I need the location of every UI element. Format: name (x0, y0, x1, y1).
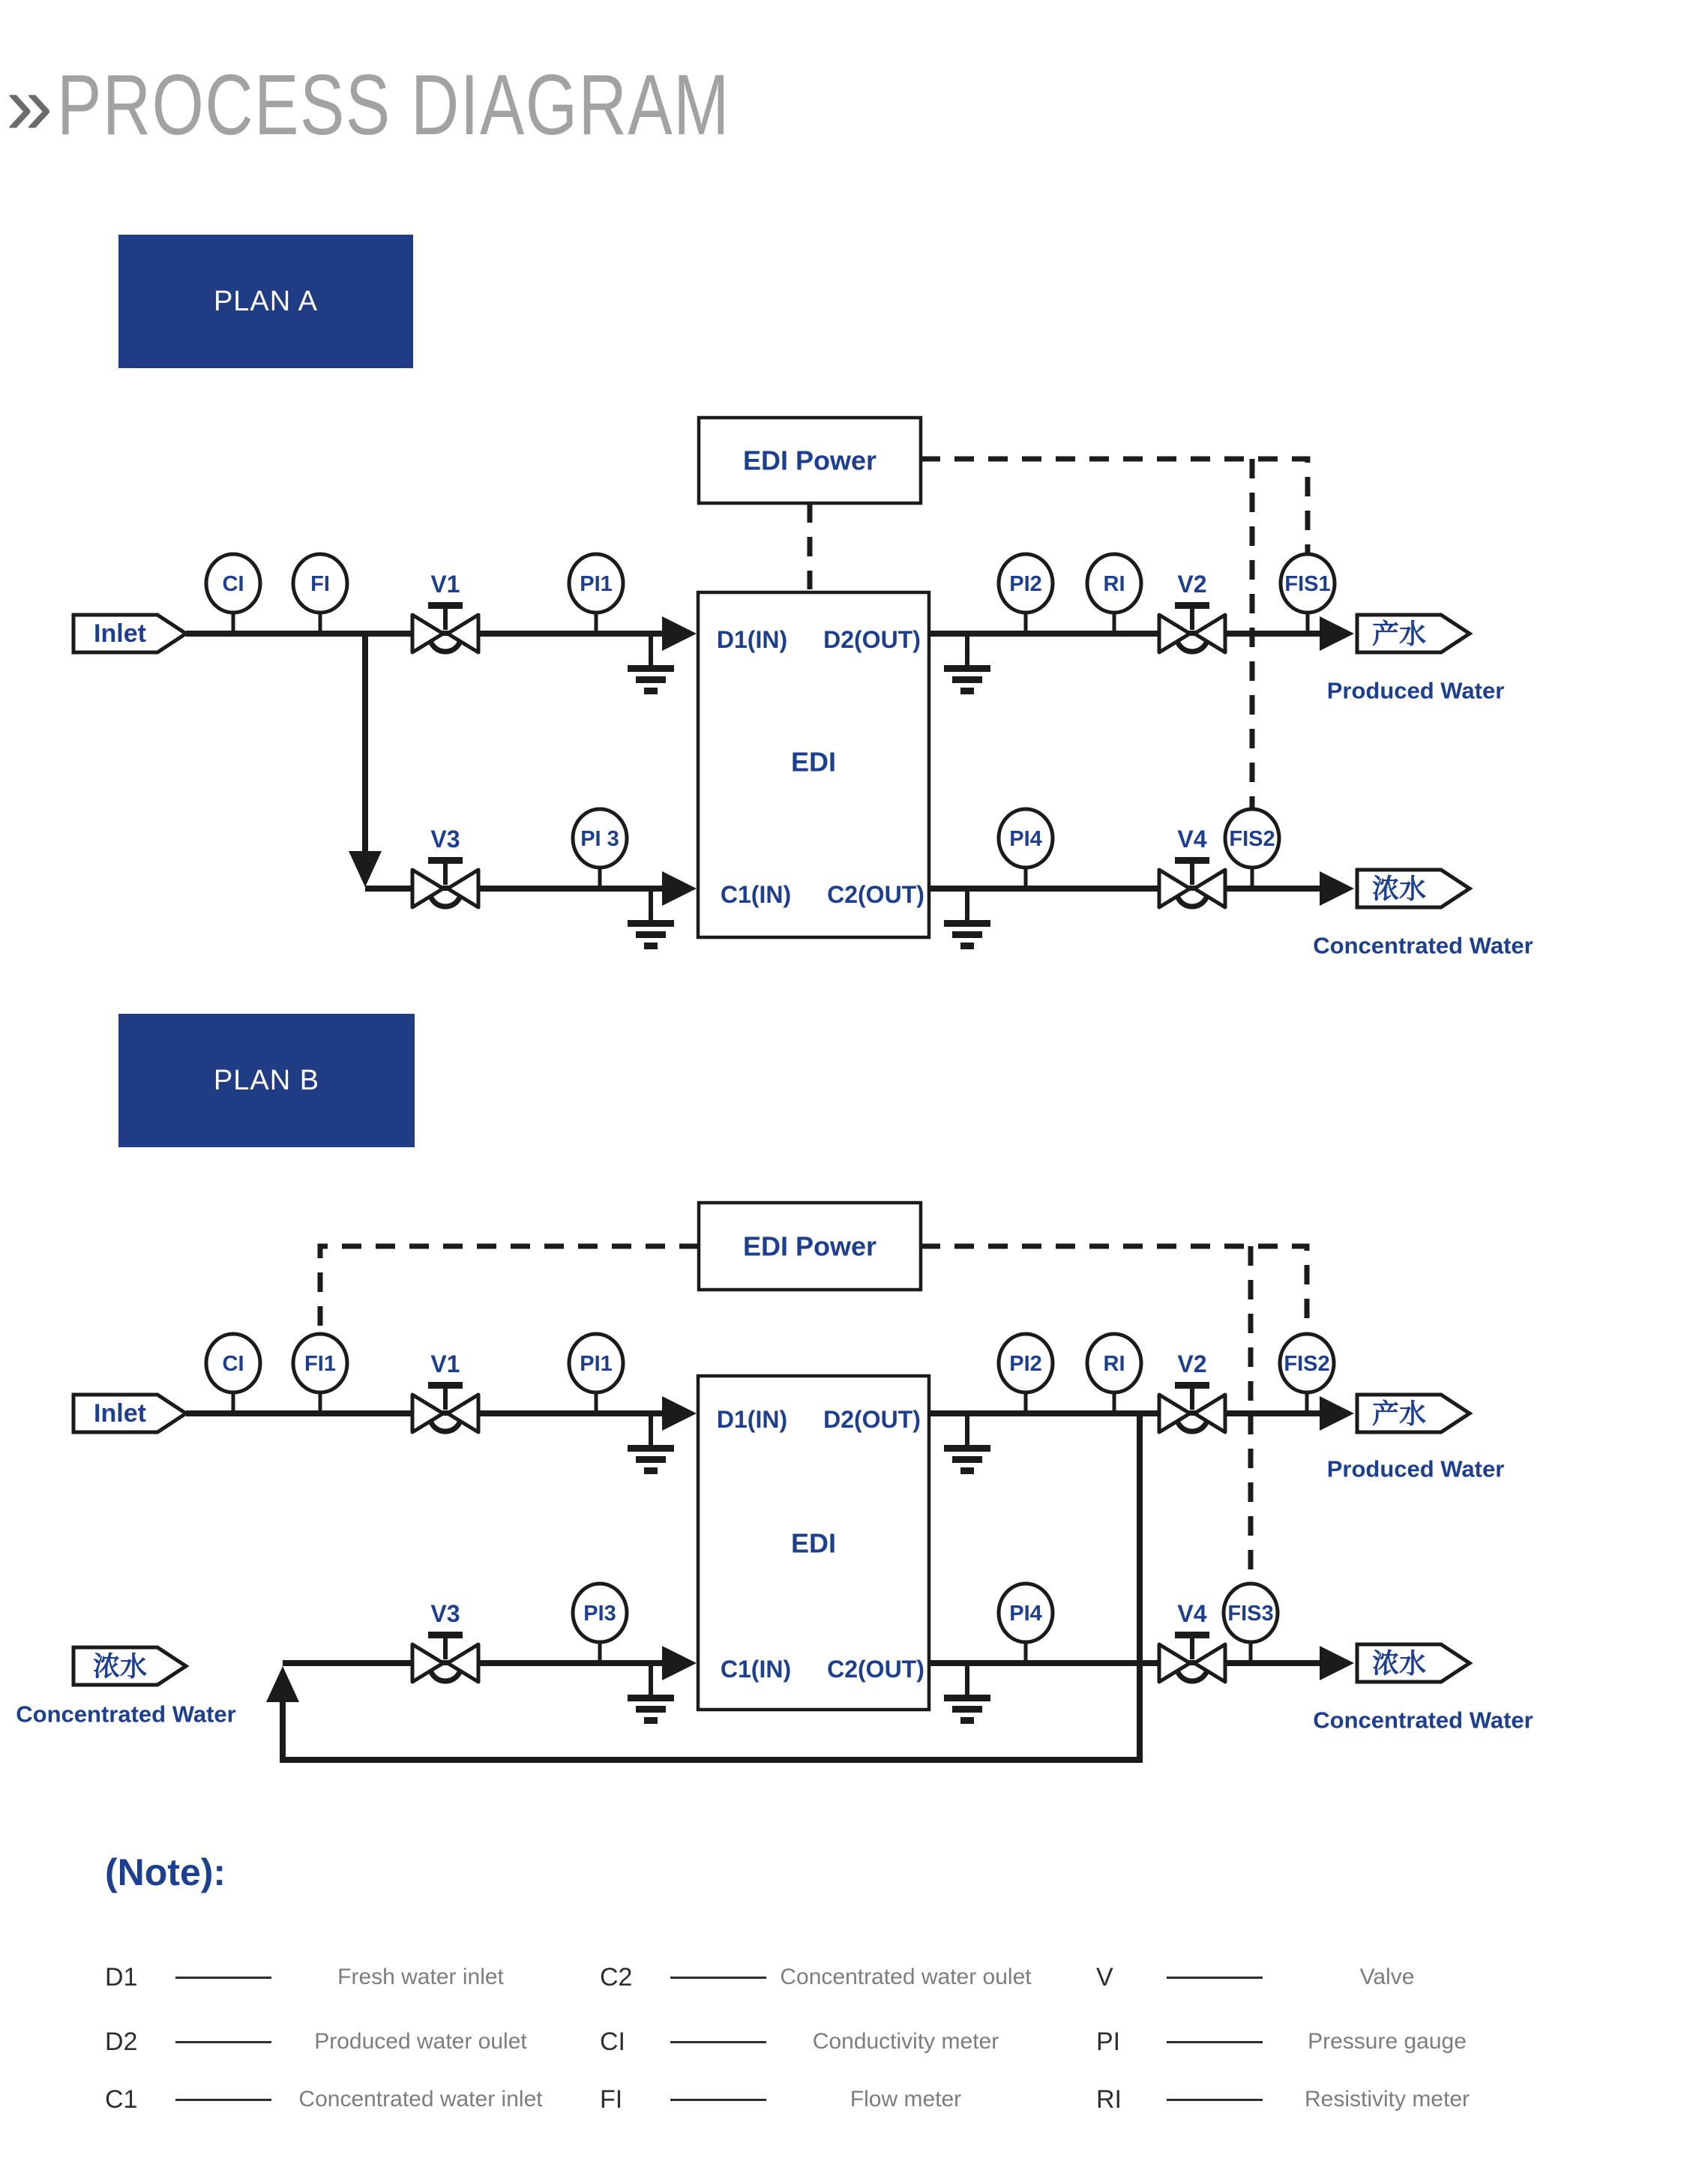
flow-arrow-icon (662, 616, 697, 651)
valve-symbol-v1 (412, 1382, 478, 1432)
legend-desc: Produced water oulet (314, 2029, 527, 2054)
legend-desc: Pressure gauge (1308, 2029, 1467, 2054)
legend-item-pi (1096, 2024, 1501, 2060)
legend-dash-line (175, 2041, 271, 2043)
concentrated-water-out-caption: Concentrated Water (1313, 1707, 1533, 1734)
instrument-label-pi2: PI2 (1009, 1352, 1042, 1376)
plan-b-diagram (0, 1192, 1708, 1777)
flow-arrow-icon (1320, 1646, 1354, 1680)
legend-desc: Concentrated water inlet (298, 2087, 543, 2112)
valve-symbol-v3 (412, 1632, 478, 1682)
valve-label-v2: V2 (1177, 1350, 1207, 1377)
instrument-label-fis3: FIS3 (1227, 1602, 1274, 1626)
instrument-label-fis1: FIS1 (1284, 572, 1331, 596)
valve-label-v2: V2 (1177, 571, 1207, 598)
legend-item-v (1096, 1959, 1501, 1995)
double-chevron-icon: » (6, 58, 53, 151)
valve-label-v3: V3 (430, 1600, 460, 1627)
valve-symbol-v2 (1159, 602, 1225, 652)
ground-symbol (944, 1663, 990, 1724)
legend-desc: Fresh water inlet (337, 1965, 504, 1989)
valve-label-v4: V4 (1177, 826, 1207, 853)
instrument-label-pi3: PI 3 (580, 827, 619, 851)
legend-dash-line (1167, 2041, 1263, 2043)
ground-symbol (944, 1413, 990, 1474)
legend-desc: Concentrated water oulet (780, 1965, 1032, 1989)
concentrated-water-in-tag-label: 浓水 (92, 1650, 148, 1682)
plan-a-diagram (0, 412, 1708, 982)
plan-b-badge (118, 1014, 415, 1147)
port-label-c2: C2(OUT) (827, 881, 924, 908)
legend-code: RI (1096, 2085, 1122, 2114)
port-label-c1: C1(IN) (720, 1656, 792, 1683)
port-label-d1: D1(IN) (716, 1406, 788, 1433)
legend-dash-line (670, 2041, 766, 2043)
legend-code: CI (600, 2027, 625, 2056)
instrument-label-ci: CI (222, 572, 244, 596)
legend-code: V (1096, 1962, 1113, 1992)
instrument-label-ci: CI (222, 1352, 244, 1376)
port-label-d1: D1(IN) (716, 626, 788, 653)
legend-desc: Flow meter (850, 2087, 962, 2112)
flow-arrow-icon (662, 871, 697, 906)
inlet-tag-label: Inlet (94, 619, 146, 648)
legend-dash-line (670, 2099, 766, 2101)
ground-symbol (944, 889, 990, 949)
instrument-label-fi: FI (310, 572, 330, 596)
legend-code: FI (600, 2085, 623, 2114)
flow-arrow-icon (662, 1396, 697, 1431)
legend-item-ci (600, 2024, 1035, 2060)
page-title: PROCESS DIAGRAM (57, 58, 730, 153)
instrument-label-ri: RI (1103, 572, 1125, 596)
edi-box-label: EDI (790, 1527, 837, 1559)
legend-item-c2 (600, 1959, 1035, 1995)
port-label-c2: C2(OUT) (827, 1656, 924, 1683)
legend-dash-line (1167, 2099, 1263, 2101)
legend-code: C1 (105, 2085, 138, 2114)
produced-water-tag-label: 产水 (1371, 1398, 1427, 1429)
instrument-label-ri: RI (1103, 1352, 1125, 1376)
instrument-label-pi2: PI2 (1009, 572, 1042, 596)
plan-a-badge-label: PLAN A (213, 285, 319, 317)
legend-dash-line (175, 1977, 271, 1979)
power-signal-to-fi1 (320, 1246, 699, 1334)
legend-desc: Conductivity meter (812, 2029, 999, 2054)
plan-b-badge-label: PLAN B (213, 1064, 320, 1096)
legend-desc: Valve (1359, 1965, 1415, 1989)
ground-symbol (944, 634, 990, 694)
edi-power-label: EDI Power (742, 1230, 877, 1262)
inlet-tag-label: Inlet (94, 1399, 146, 1428)
instrument-label-pi1: PI1 (580, 1352, 613, 1376)
legend-code: PI (1096, 2027, 1121, 2056)
legend-item-c1 (105, 2082, 559, 2118)
instrument-label-pi4: PI4 (1009, 827, 1042, 851)
port-label-c1: C1(IN) (720, 881, 792, 908)
legend-code: D2 (105, 2027, 138, 2056)
valve-symbol-v1 (412, 602, 478, 652)
legend-item-d2 (105, 2024, 559, 2060)
legend-dash-line (175, 2099, 271, 2101)
valve-label-v4: V4 (1177, 1600, 1207, 1627)
instrument-label-fi1: FI1 (304, 1352, 336, 1376)
legend-dash-line (670, 1977, 766, 1979)
flow-arrow-icon (1320, 616, 1354, 651)
valve-label-v1: V1 (430, 1350, 460, 1377)
concentrated-water-tag-label: 浓水 (1371, 873, 1427, 904)
valve-label-v3: V3 (430, 826, 460, 853)
port-label-d2: D2(OUT) (823, 1406, 921, 1433)
flow-arrow-icon (1320, 1396, 1354, 1431)
plan-a-badge (118, 235, 413, 368)
instrument-label-pi3: PI3 (583, 1602, 616, 1626)
concentrated-water-out-tag-label: 浓水 (1371, 1647, 1427, 1679)
note-heading: (Note): (105, 1851, 226, 1893)
valve-symbol-v2 (1159, 1382, 1225, 1432)
instrument-label-fis2: FIS2 (1284, 1352, 1330, 1376)
flow-arrow-icon (662, 1646, 697, 1680)
legend-item-fi (600, 2082, 1035, 2118)
produced-water-caption: Produced Water (1326, 677, 1505, 704)
port-label-d2: D2(OUT) (823, 626, 921, 653)
instrument-label-pi4: PI4 (1009, 1602, 1042, 1626)
produced-water-tag-label: 产水 (1371, 618, 1427, 649)
instrument-label-pi1: PI1 (580, 572, 613, 596)
valve-label-v1: V1 (430, 571, 460, 598)
valve-symbol-v3 (412, 857, 478, 907)
legend-code: D1 (105, 1962, 138, 1992)
legend-item-d1 (105, 1959, 559, 1995)
legend-item-ri (1096, 2082, 1501, 2118)
legend-code: C2 (600, 1962, 633, 1992)
flow-arrow-icon (1320, 871, 1354, 906)
instrument-label-fis2: FIS2 (1229, 827, 1275, 851)
concentrated-water-in-caption: Concentrated Water (16, 1701, 236, 1728)
valve-symbol-v4 (1159, 1632, 1225, 1682)
edi-box-label: EDI (790, 746, 837, 778)
flow-arrow-down-icon (349, 851, 382, 887)
edi-power-label: EDI Power (742, 445, 877, 476)
flow-arrow-up-icon (266, 1666, 299, 1702)
legend-desc: Resistivity meter (1304, 2087, 1470, 2112)
legend-dash-line (1167, 1977, 1263, 1979)
produced-water-caption: Produced Water (1326, 1455, 1505, 1482)
valve-symbol-v4 (1159, 857, 1225, 907)
concentrated-water-caption: Concentrated Water (1313, 932, 1533, 959)
